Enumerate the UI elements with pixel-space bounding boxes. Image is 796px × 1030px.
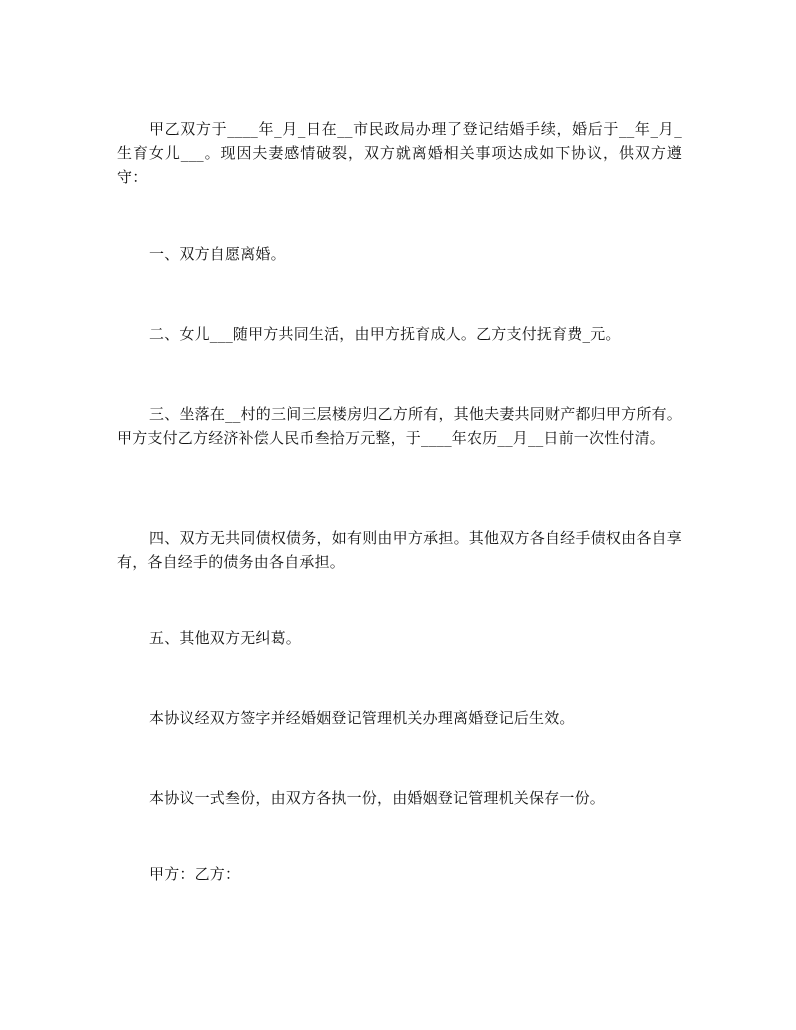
clause-5-paragraph: 五、其他双方无纠葛。 — [149, 629, 302, 647]
clause-4-paragraph: 四、双方无共同债权债务，如有则由甲方承担。其他双方各自经手债权由各自享有，各自经手的债务由各自承担。 — [117, 529, 682, 571]
clause-3-paragraph: 三、坐落在__村的三间三层楼房归乙方所有，其他夫妻共同财产都归甲方所有。甲方支付乙方经济补偿人民币叁拾万元整，于____年农历__月__日前一次性付清。 — [117, 405, 682, 447]
clause-2-paragraph: 二、女儿___随甲方共同生活，由甲方抚育成人。乙方支付抚育费_元。 — [149, 325, 621, 343]
signature-line: 甲方：乙方： — [149, 865, 241, 883]
clause-1-paragraph: 一、双方自愿离婚。 — [149, 245, 286, 263]
intro-paragraph: 甲乙双方于____年_月_日在__市民政局办理了登记结婚手续，婚后于__年_月_生育女儿___。现因夫妻感情破裂，双方就离婚相关事项达成如下协议，供双方遵守： — [117, 120, 682, 186]
copies-paragraph: 本协议一式叁份，由双方各执一份，由婚姻登记管理机关保存一份。 — [149, 789, 606, 807]
effect-paragraph: 本协议经双方签字并经婚姻登记管理机关办理离婚登记后生效。 — [149, 709, 575, 727]
